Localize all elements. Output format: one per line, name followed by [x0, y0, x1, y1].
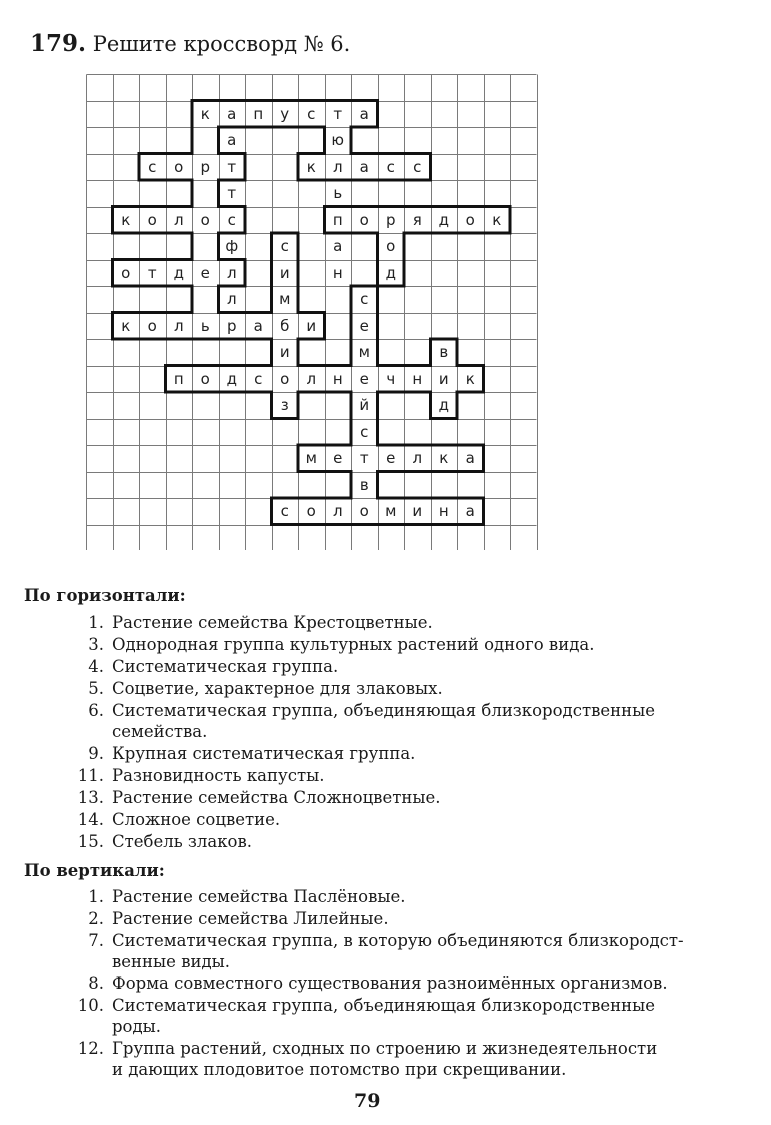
crossword-letter: н	[412, 369, 423, 388]
crossword-letter: й	[359, 396, 370, 414]
crossword-letter: о	[359, 210, 369, 229]
clue-number: 1.	[88, 887, 104, 906]
clue-number: 12.	[77, 1039, 104, 1058]
crossword-letter: с	[307, 104, 316, 123]
crossword-letter: м	[385, 502, 397, 520]
crossword-letter: а	[465, 502, 475, 520]
crossword-letter: и	[279, 263, 290, 282]
crossword-letter: а	[227, 131, 237, 149]
crossword-letter: ч	[386, 369, 396, 388]
crossword-letter: и	[306, 316, 317, 335]
clue-text: Растение семейства Сложноцветные.	[112, 788, 441, 807]
crossword-letter: л	[412, 449, 423, 467]
crossword-letter: л	[173, 316, 184, 335]
crossword-letter: т	[359, 449, 369, 467]
crossword-letter: к	[465, 369, 475, 388]
crossword-letter: т	[147, 263, 157, 282]
crossword-letter: о	[386, 237, 396, 255]
crossword-letter: д	[173, 263, 184, 282]
crossword-letter: п	[173, 369, 184, 388]
crossword-letter: с	[280, 237, 289, 255]
crossword-letter: л	[226, 290, 237, 308]
crossword-letter: ь	[200, 316, 210, 335]
clue-text: Растение семейства Крестоцветные.	[112, 613, 433, 632]
clue-text: Соцветие, характерное для злаковых.	[112, 679, 443, 698]
clue-text: Группа растений, сходных по строению и жизнедеятельности	[112, 1039, 658, 1058]
crossword-letter: е	[333, 449, 343, 467]
clue-text: Крупная систематическая группа.	[112, 744, 416, 763]
clue-number: 4.	[88, 657, 104, 676]
clue-number: 11.	[77, 766, 104, 785]
clue-text: Стебель злаков.	[112, 832, 253, 851]
task-number: 179.	[30, 30, 87, 57]
crossword-letter: р	[200, 157, 211, 176]
crossword-letter: л	[226, 263, 237, 282]
crossword-letter: о	[174, 157, 184, 176]
crossword-letter: ь	[333, 184, 343, 202]
clue-text: Растение семейства Паслёновые.	[112, 887, 406, 906]
crossword-letter: в	[439, 343, 449, 361]
crossword-letter: д	[385, 263, 396, 282]
clue-number: 2.	[88, 909, 104, 928]
clue-number: 8.	[88, 974, 104, 993]
crossword-letter: о	[200, 369, 210, 388]
crossword-letter: а	[227, 104, 237, 123]
clue-number: 5.	[88, 679, 104, 698]
crossword-letter: о	[465, 210, 475, 229]
crossword-letter: м	[279, 290, 291, 308]
clue-number: 1.	[88, 613, 104, 632]
crossword-letter: а	[465, 449, 475, 467]
clue-number: 9.	[88, 744, 104, 763]
crossword-letter: м	[305, 449, 317, 467]
crossword-letter: а	[359, 157, 369, 176]
clue-number: 10.	[77, 996, 104, 1015]
crossword-grid	[86, 74, 538, 550]
crossword-letter: к	[121, 210, 131, 229]
crossword-letter: о	[147, 210, 157, 229]
crossword-letter: л	[306, 369, 317, 388]
task-instruction: Решите кроссворд № 6.	[92, 32, 351, 56]
clue-number: 6.	[88, 701, 104, 720]
crossword-letter: о	[280, 369, 290, 388]
crossword-letter: к	[121, 316, 131, 335]
crossword-letter: а	[253, 316, 263, 335]
crossword-letter: л	[173, 210, 184, 229]
clue-text-cont: и дающих плодовитое потомство при скрещивании.	[112, 1060, 567, 1079]
crossword-letter: к	[306, 157, 316, 176]
crossword-letter: р	[226, 316, 237, 335]
crossword-letter: с	[148, 157, 157, 176]
clue-text: Форма совместного существования разноимённых организмов.	[112, 974, 668, 993]
crossword-letter: ю	[331, 131, 345, 149]
clue-text: Однородная группа культурных растений одного вида.	[112, 635, 595, 654]
crossword-letter: д	[226, 369, 237, 388]
crossword-letter: н	[438, 502, 449, 520]
crossword-letter: о	[147, 316, 157, 335]
crossword-letter: и	[438, 369, 449, 388]
clue-text: Разновидность капусты.	[112, 766, 325, 785]
crossword-letter: а	[333, 237, 343, 255]
crossword-letter: с	[280, 502, 289, 520]
crossword-letter: и	[412, 502, 423, 520]
clue-text: Систематическая группа.	[112, 657, 339, 676]
crossword-letter: с	[413, 157, 422, 176]
clue-text: Систематическая группа, объединяющая близкородственные	[112, 701, 656, 720]
crossword-letter: о	[359, 502, 369, 520]
crossword-letter: б	[280, 316, 290, 335]
crossword-letter: т	[227, 184, 237, 202]
clue-number: 13.	[77, 788, 104, 807]
crossword-letter: л	[332, 157, 343, 176]
crossword-letter: с	[360, 290, 369, 308]
clue-number: 15.	[77, 832, 104, 851]
crossword-letter: с	[386, 157, 395, 176]
clue-text: Систематическая группа, в которую объединяются близкородст-	[112, 931, 684, 950]
across-heading: По горизонтали:	[24, 586, 186, 605]
crossword-letter: в	[359, 475, 369, 494]
crossword-letter: е	[386, 449, 396, 467]
crossword-letter: т	[227, 157, 237, 176]
crossword-letter: е	[359, 316, 369, 335]
crossword-letter: н	[332, 263, 343, 282]
crossword-letter: н	[332, 369, 343, 388]
clue-text-cont: роды.	[112, 1017, 162, 1036]
clue-text-cont: семейства.	[112, 722, 208, 741]
crossword-letter: о	[121, 263, 131, 282]
clue-text: Растение семейства Лилейные.	[112, 909, 389, 928]
crossword-letter: к	[492, 210, 502, 229]
crossword-letter: я	[412, 210, 422, 229]
crossword-letter: з	[280, 396, 289, 414]
page-number: 79	[354, 1090, 381, 1112]
down-heading: По вертикали:	[24, 861, 165, 880]
crossword-letter: д	[438, 210, 449, 229]
crossword-letter: с	[254, 369, 263, 388]
clue-number: 3.	[88, 635, 104, 654]
crossword-letter: е	[359, 369, 369, 388]
crossword-letter: ф	[225, 237, 239, 255]
crossword-letter: е	[200, 263, 210, 282]
clue-text: Систематическая группа, объединяющая близкородственные	[112, 996, 656, 1015]
clue-number: 7.	[88, 931, 104, 950]
crossword-letter: и	[279, 343, 290, 361]
crossword-letter: о	[306, 502, 316, 520]
clue-text-cont: венные виды.	[112, 952, 231, 971]
crossword-letter: л	[332, 502, 343, 520]
crossword-letter: о	[200, 210, 210, 229]
task-title	[30, 30, 350, 57]
crossword-letter: п	[253, 104, 264, 123]
crossword-letter: к	[200, 104, 210, 123]
crossword-letter: т	[333, 104, 343, 123]
crossword-letter: к	[439, 449, 449, 467]
crossword-letter: с	[227, 210, 236, 229]
crossword-letter: а	[359, 104, 369, 123]
crossword-letter: д	[438, 396, 449, 414]
clue-number: 14.	[77, 810, 104, 829]
crossword-letter: у	[280, 104, 290, 123]
crossword-letter: р	[385, 210, 396, 229]
crossword-letter: м	[358, 343, 370, 361]
crossword-letter: с	[360, 422, 369, 441]
crossword-letter: п	[332, 210, 343, 229]
clue-text: Сложное соцветие.	[112, 810, 281, 829]
